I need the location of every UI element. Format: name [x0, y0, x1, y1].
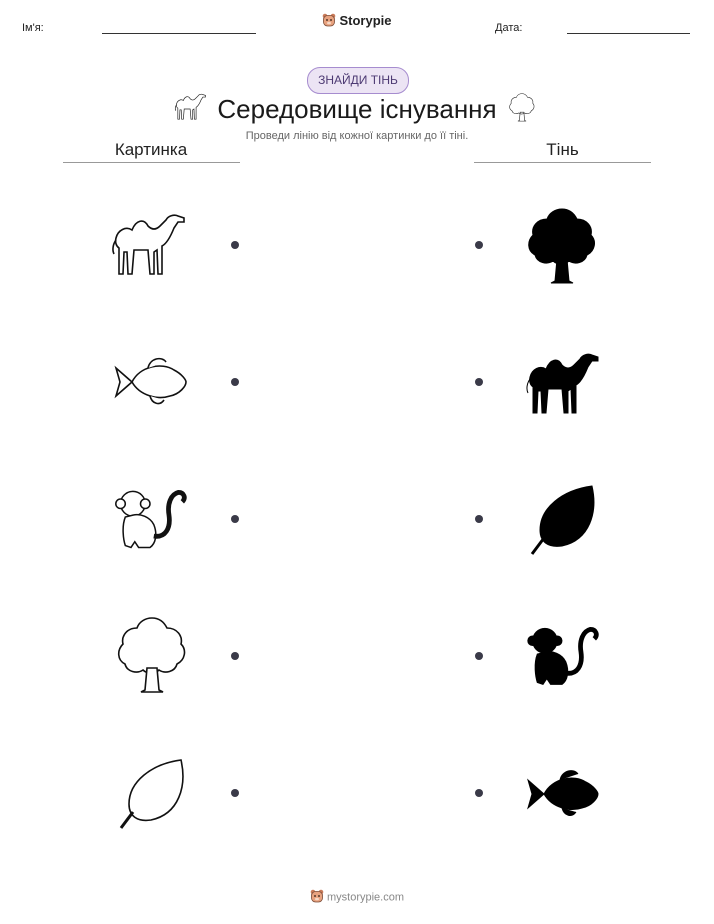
fish-shadow-icon	[522, 764, 602, 829]
tree-decoration-icon	[509, 92, 535, 127]
date-label: Дата:	[495, 22, 523, 34]
right-dot-4[interactable]	[475, 652, 483, 660]
column-header-shadow: Тінь	[546, 140, 579, 159]
page-title: Середовище існування	[217, 94, 497, 124]
bear-logo-icon	[322, 13, 336, 30]
brand	[0, 13, 714, 30]
camel-shadow-icon	[524, 346, 604, 423]
monkey-shadow-icon	[524, 621, 600, 694]
footer-url[interactable]: mystorypie.com	[326, 891, 405, 904]
footer	[0, 889, 714, 906]
left-dot-3[interactable]	[231, 515, 239, 523]
name-label: Ім'я:	[22, 22, 44, 34]
leaf-shadow-icon	[528, 482, 598, 562]
monkey-icon	[112, 484, 188, 557]
column-underline-right	[474, 162, 651, 163]
bear-logo-icon	[310, 889, 324, 906]
column-header-picture: Картинка	[114, 140, 188, 159]
left-dot-4[interactable]	[231, 652, 239, 660]
right-dot-3[interactable]	[475, 515, 483, 523]
left-dot-1[interactable]	[231, 241, 239, 249]
brand-name: Storypie	[339, 13, 392, 28]
column-underline-left	[63, 162, 240, 163]
left-dot-2[interactable]	[231, 378, 239, 386]
instructions: Проведи лінію від кожної картинки до її тіні.	[245, 130, 469, 142]
date-line[interactable]	[567, 33, 690, 34]
tree-shadow-icon	[527, 205, 597, 290]
right-dot-5[interactable]	[475, 789, 483, 797]
leaf-icon	[117, 756, 187, 836]
activity-badge: ЗНАЙДИ ТІНЬ	[307, 67, 409, 94]
right-dot-1[interactable]	[475, 241, 483, 249]
right-dot-2[interactable]	[475, 378, 483, 386]
left-dot-5[interactable]	[231, 789, 239, 797]
tree-icon	[117, 614, 187, 699]
fish-icon	[110, 352, 190, 417]
camel-icon	[110, 207, 190, 284]
name-line[interactable]	[102, 33, 256, 34]
